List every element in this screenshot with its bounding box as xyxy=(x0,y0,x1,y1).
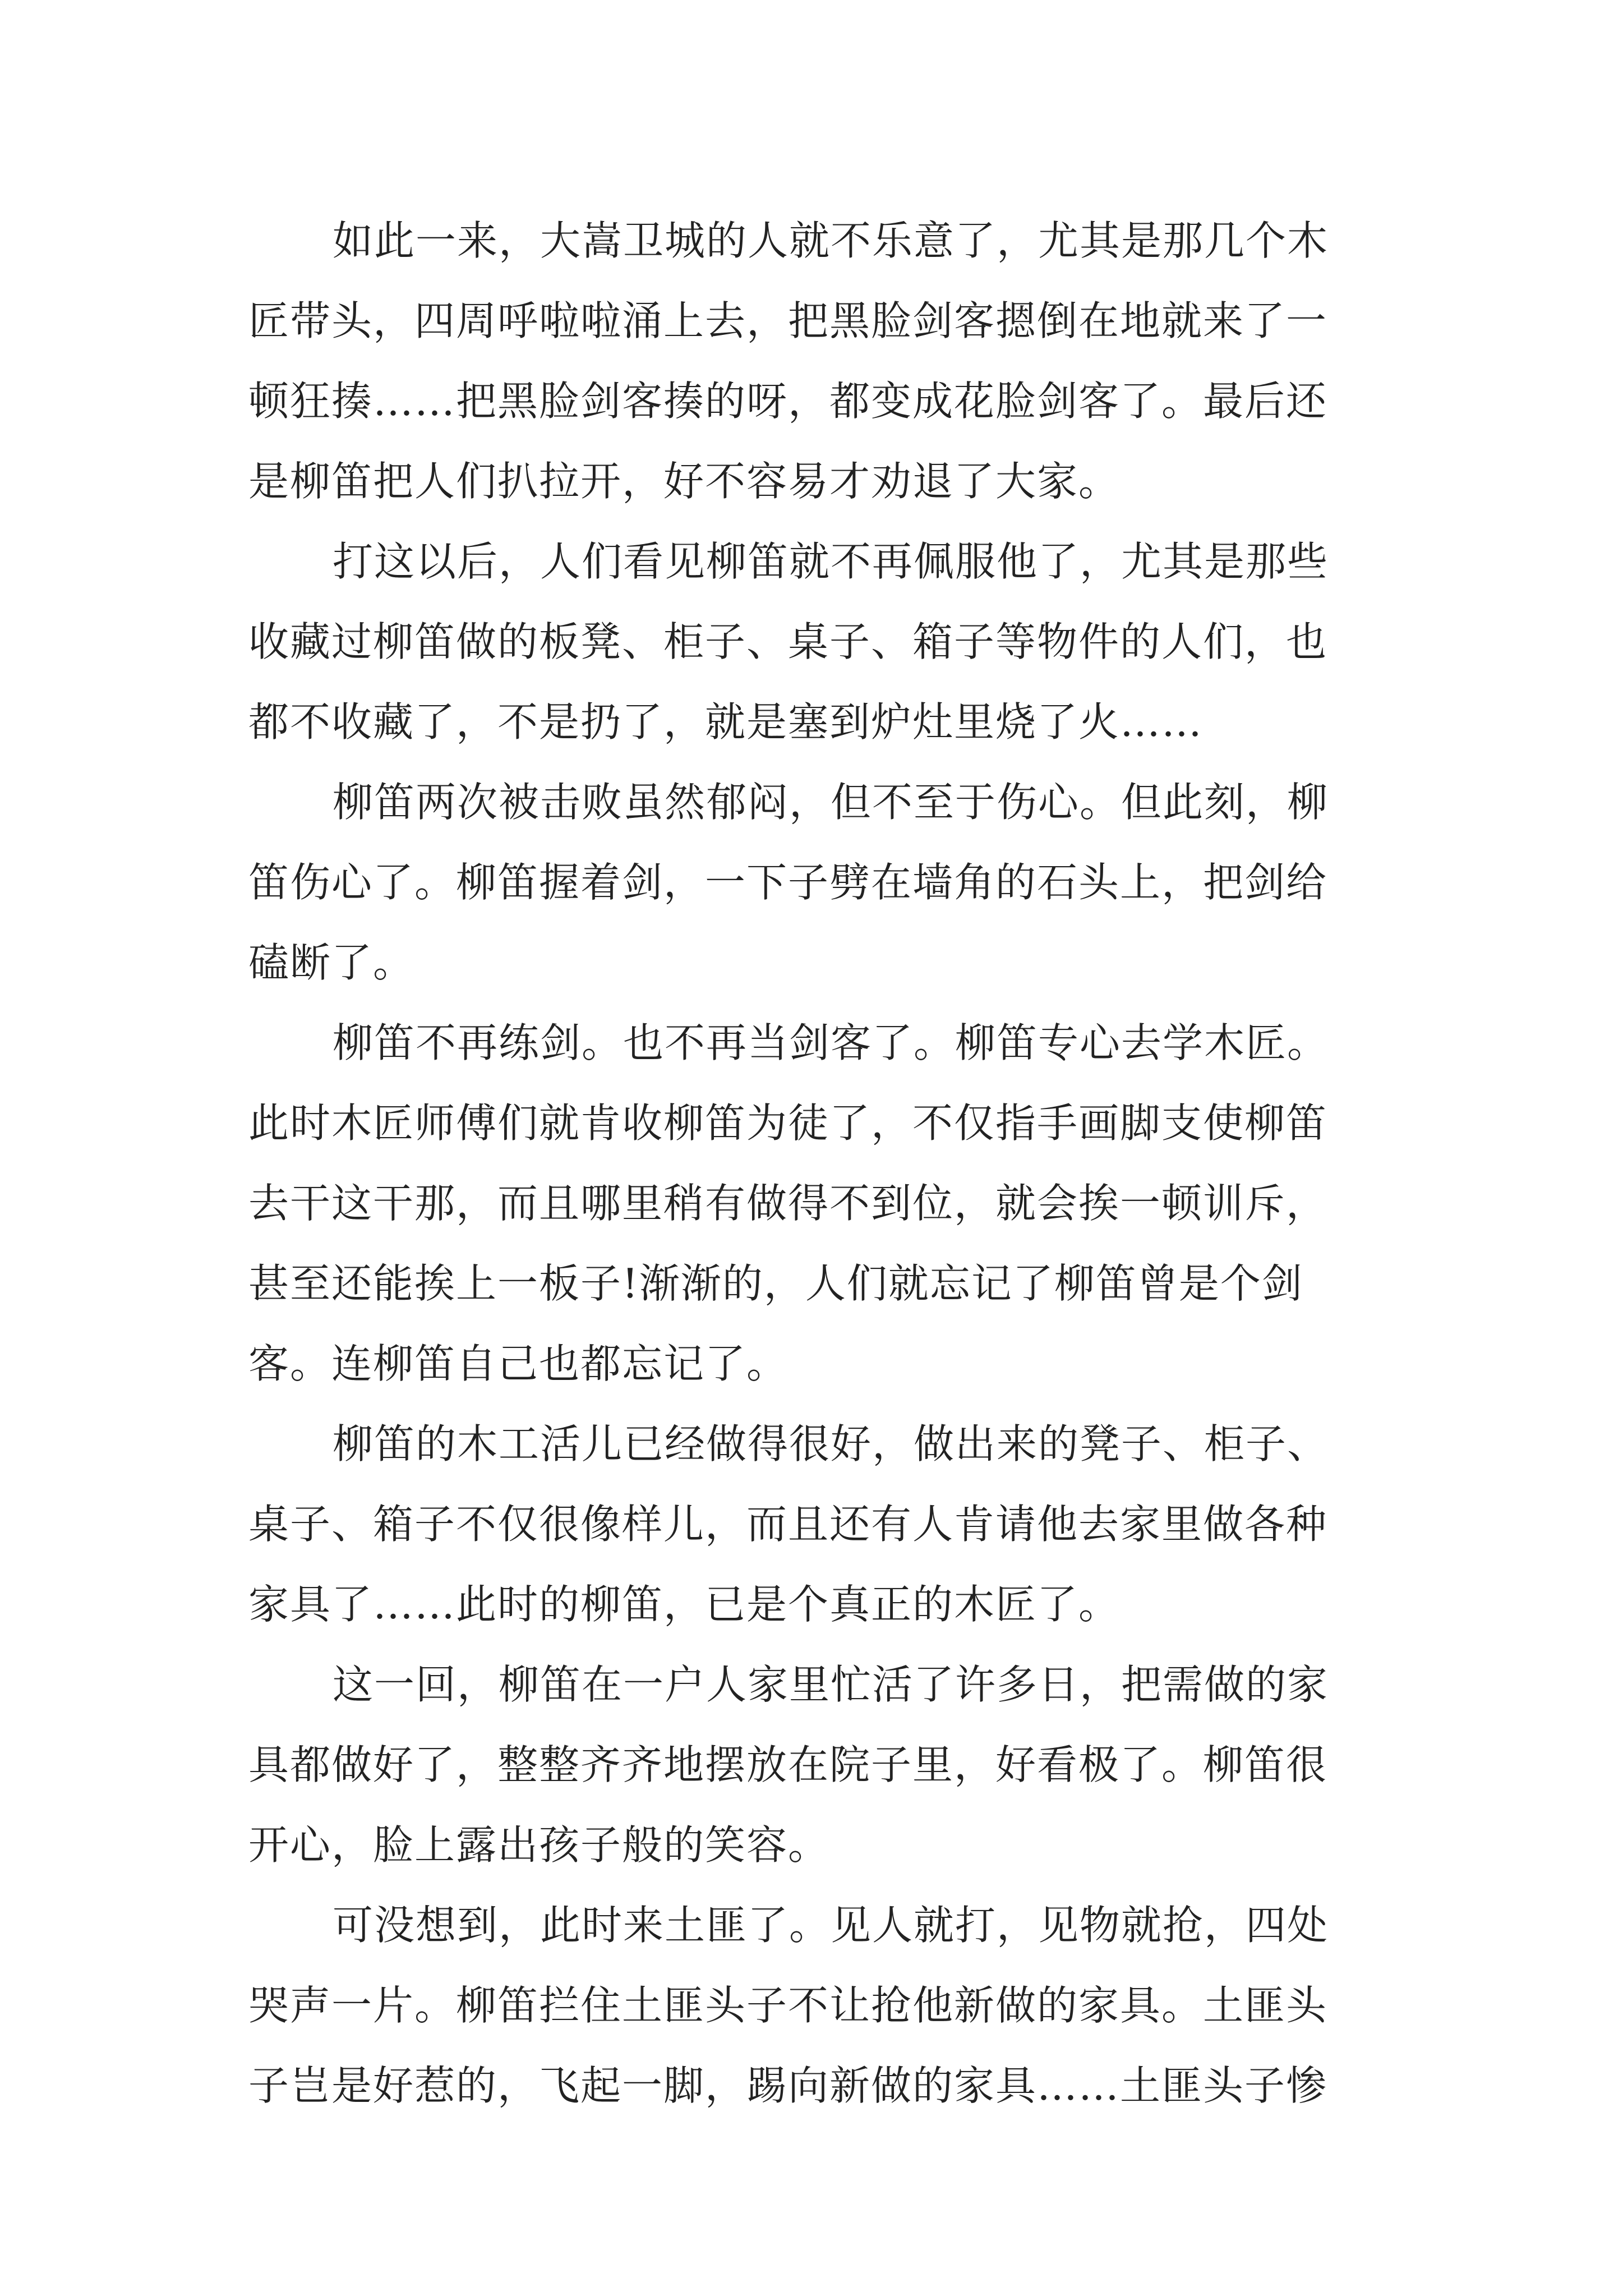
text-line: 柳笛两次被击败虽然郁闷，但不至于伤心。但此刻，柳 xyxy=(333,779,1329,826)
text-line: 家具了……此时的柳笛，已是个真正的木匠了。 xyxy=(248,1581,1121,1628)
text-line: 具都做好了，整整齐齐地摆放在院子里，好看极了。柳笛很 xyxy=(248,1741,1328,1788)
text-line: 此时木匠师傅们就肯收柳笛为徒了，不仅指手画脚支使柳笛 xyxy=(248,1099,1328,1147)
text-line: 打这以后，人们看见柳笛就不再佩服他了，尤其是那些 xyxy=(333,538,1329,585)
paragraph xyxy=(248,201,1381,522)
text-line: 这一回，柳笛在一户人家里忙活了许多日，把需做的家 xyxy=(333,1661,1329,1708)
paragraph xyxy=(248,1885,1381,2126)
text-line: 磕断了。 xyxy=(248,939,415,986)
text-line: 去干这干那，而且哪里稍有做得不到位，就会挨一顿训斥， xyxy=(248,1180,1328,1227)
text-line: 都不收藏了，不是扔了，就是塞到炉灶里烧了火…… xyxy=(248,698,1204,746)
text-line: 收藏过柳笛做的板凳、柜子、桌子、箱子等物件的人们，也 xyxy=(248,618,1328,665)
text-line: 子岂是好惹的，飞起一脚，踢向新做的家具……土匪头子惨 xyxy=(248,2062,1328,2109)
text-line: 开心，脸上露出孩子般的笑容。 xyxy=(248,1821,830,1869)
text-line: 匠带头，四周呼啦啦涌上去，把黑脸剑客摁倒在地就来了一 xyxy=(248,297,1328,344)
text-line: 甚至还能挨上一板子!渐渐的，人们就忘记了柳笛曾是个剑 xyxy=(248,1260,1303,1307)
paragraph xyxy=(248,762,1381,1003)
text-line: 桌子、箱子不仅很像样儿，而且还有人肯请他去家里做各种 xyxy=(248,1501,1328,1548)
text-line: 可没想到，此时来土匪了。见人就打，见物就抢，四处 xyxy=(333,1902,1329,1949)
paragraph xyxy=(248,1404,1381,1645)
text-line: 柳笛的木工活儿已经做得很好，做出来的凳子、柜子、 xyxy=(333,1420,1329,1467)
text-line: 如此一来，大嵩卫城的人就不乐意了，尤其是那几个木 xyxy=(333,217,1329,264)
text-line: 客。连柳笛自己也都忘记了。 xyxy=(248,1340,789,1387)
text-line: 柳笛不再练剑。也不再当剑客了。柳笛专心去学木匠。 xyxy=(333,1019,1329,1066)
paragraph xyxy=(248,1645,1381,1885)
text-line: 是柳笛把人们扒拉开，好不容易才劝退了大家。 xyxy=(248,458,1121,505)
text-line: 哭声一片。柳笛拦住土匪头子不让抢他新做的家具。土匪头 xyxy=(248,1982,1328,2029)
text-line: 笛伤心了。柳笛握着剑，一下子劈在墙角的石头上，把剑给 xyxy=(248,859,1328,906)
paragraph xyxy=(248,1003,1381,1404)
paragraph xyxy=(248,522,1381,762)
story-text xyxy=(248,201,1381,2126)
text-line: 顿狂揍……把黑脸剑客揍的呀，都变成花脸剑客了。最后还 xyxy=(248,378,1328,425)
